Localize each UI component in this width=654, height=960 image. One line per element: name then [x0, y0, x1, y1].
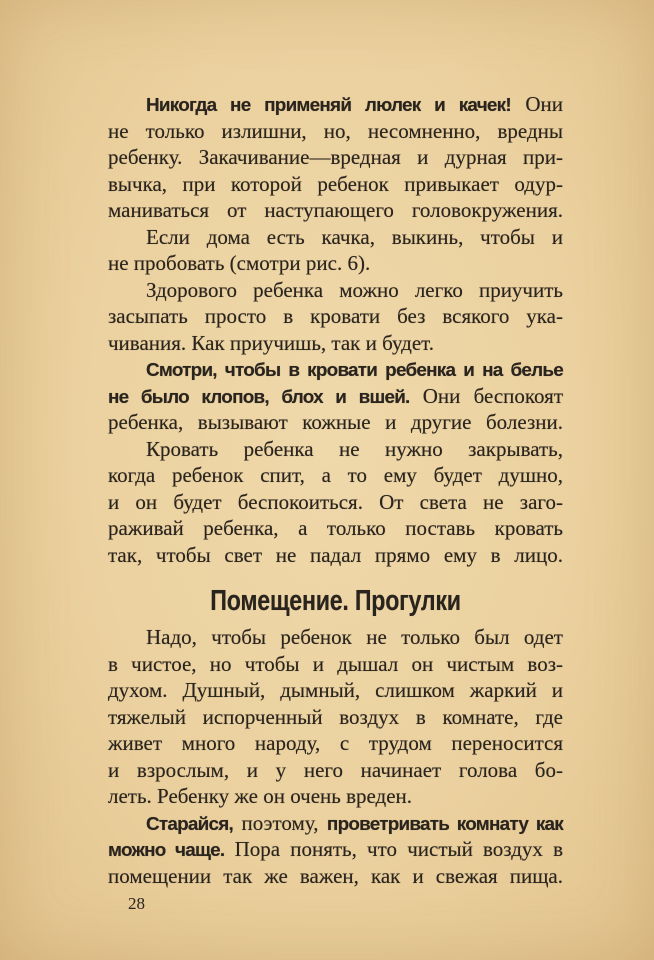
text-line: Если дома есть качка, выкинь, чтобы и [146, 224, 563, 249]
bold-text: Никогда не применяй люлек и качек! [146, 95, 511, 116]
paragraph [108, 356, 563, 436]
paragraph [108, 810, 563, 890]
text-line: Здорового ребенка можно легко приучить [146, 277, 563, 302]
text-line: маниваться от наступающего головокружения. [108, 198, 563, 222]
text-line: не пробовать (смотри рис. 6). [108, 251, 371, 275]
text-line: и он будет беспокоиться. От света не заго- [108, 489, 563, 514]
text-line: тяжелый испорченный воздух в комнате, где [108, 704, 563, 729]
paragraph [108, 224, 563, 277]
text-line: в чистое, но чтобы и дышал он чистым воз- [108, 651, 563, 676]
text-line: когда ребенок спит, а то ему будет душно, [108, 463, 563, 487]
page-text [108, 91, 563, 889]
text-line: вычка, при которой ребенок привыкает одур- [108, 171, 563, 196]
text-line [108, 810, 563, 837]
text-line: Кровать ребенка не нужно закрывать, [146, 436, 563, 461]
text-line: чивания. Как приучишь, так и будет. [108, 330, 435, 355]
text-segment: Пора понять, что чистый воздух в [224, 837, 563, 861]
page-number: 28 [128, 894, 145, 913]
text-line [108, 836, 563, 863]
text-segment: Они [510, 92, 563, 116]
text-segment: поэтому, [233, 810, 327, 835]
text-line: духом. Душный, дымный, слишком жаркий и [108, 678, 563, 702]
paragraph [108, 624, 563, 810]
text-line: помещении так же важен, как и свежая пища. [108, 863, 563, 888]
section-heading [108, 585, 563, 617]
bold-text: можно чаще. [108, 840, 225, 861]
text-line: живет много народу, с трудом переносится [108, 731, 563, 755]
text-line: засыпать просто в кровати без всякого ука- [108, 304, 563, 328]
text-line: леть. Ребенку же он очень вреден. [108, 784, 413, 808]
paragraph [108, 436, 563, 569]
text-line: так, чтобы свет не падал прямо ему в лицо. [108, 542, 563, 567]
paragraph [108, 91, 563, 224]
text-line: и взрослым, и у него начинает голова бо- [108, 757, 563, 782]
section-heading-text: Помещение. Прогулки [210, 585, 461, 617]
bold-text: проветривать комнату как [326, 813, 563, 835]
text-line [108, 91, 563, 118]
text-line [108, 356, 563, 383]
text-line: Надо, чтобы ребенок не только был одет [146, 625, 563, 649]
bold-text: Смотри, чтобы в кровати ребенка и на белье [146, 360, 563, 381]
text-line: раживай ребенка, а только поставь кровать [108, 516, 563, 540]
bold-text: Старайся, [146, 813, 234, 835]
text-segment: Они беспокоят [409, 383, 563, 408]
text-line: ребенку. Закачивание—вредная и дурная при- [108, 145, 563, 169]
text-line: ребенка, вызывают кожные и другие болезни. [108, 410, 563, 434]
text-line: не только излишни, но, несомненно, вредны [108, 118, 563, 143]
bold-text: не было клопов, блох и вшей. [108, 386, 410, 408]
paragraph [108, 277, 563, 357]
text-line [108, 383, 563, 410]
